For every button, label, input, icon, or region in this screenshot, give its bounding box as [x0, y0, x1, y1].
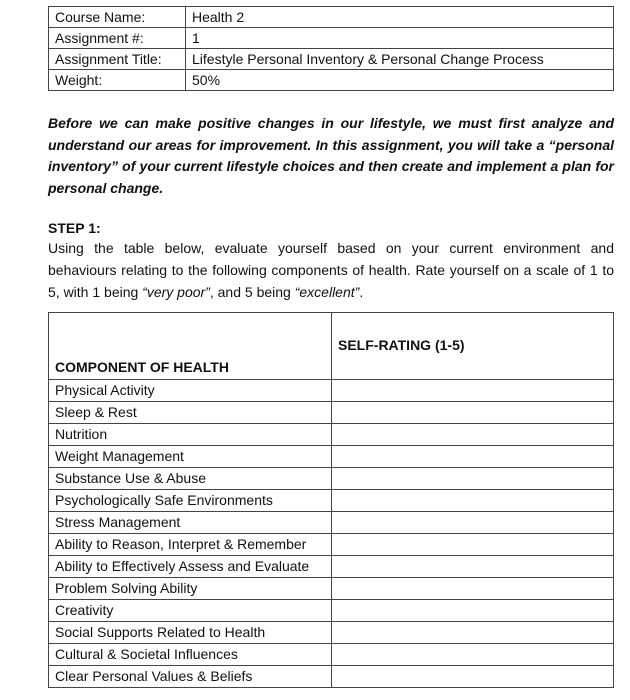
- component-cell: Problem Solving Ability: [49, 578, 332, 600]
- component-cell: Sleep & Rest: [49, 402, 332, 424]
- component-cell: Physical Activity: [49, 380, 332, 402]
- step-1-title: STEP 1:: [48, 220, 101, 236]
- component-cell: Ability to Effectively Assess and Evaluate: [49, 556, 332, 578]
- table-row: [49, 402, 614, 424]
- step-1-text-middle: , and 5 being: [209, 284, 295, 300]
- weight-label: Weight:: [49, 70, 186, 91]
- weight-value: 50%: [186, 70, 614, 91]
- table-row: [49, 556, 614, 578]
- table-row: [49, 622, 614, 644]
- self-rating-cell[interactable]: [332, 490, 614, 512]
- table-row: [49, 512, 614, 534]
- component-cell: Stress Management: [49, 512, 332, 534]
- component-cell: Weight Management: [49, 446, 332, 468]
- self-rating-cell[interactable]: [332, 402, 614, 424]
- rating-rows: [49, 380, 614, 688]
- table-row: [49, 424, 614, 446]
- self-rating-cell[interactable]: [332, 380, 614, 402]
- component-cell: Nutrition: [49, 424, 332, 446]
- self-rating-cell[interactable]: [332, 446, 614, 468]
- self-rating-cell[interactable]: [332, 468, 614, 490]
- self-rating-cell[interactable]: [332, 556, 614, 578]
- assignment-number-label: Assignment #:: [49, 28, 186, 49]
- assignment-title-value: Lifestyle Personal Inventory & Personal Change Process: [186, 49, 614, 70]
- self-rating-cell[interactable]: [332, 578, 614, 600]
- assignment-number-row: [49, 28, 614, 49]
- table-row: [49, 534, 614, 556]
- self-rating-table: [48, 312, 614, 688]
- table-row: [49, 666, 614, 688]
- course-name-value: Health 2: [186, 7, 614, 28]
- component-cell: Creativity: [49, 600, 332, 622]
- table-row: [49, 600, 614, 622]
- self-rating-cell[interactable]: [332, 512, 614, 534]
- excellent-term: “excellent”: [294, 284, 360, 300]
- component-cell: Clear Personal Values & Beliefs: [49, 666, 332, 688]
- intro-paragraph: Before we can make positive changes in our lifestyle, we must first analyze and understand our areas for improvement. In this assignment, you will take a “personal inventory” of your current lifestyle choices and then create and implement a plan for personal change.: [48, 115, 614, 196]
- self-rating-cell[interactable]: [332, 424, 614, 446]
- component-cell: Cultural & Societal Influences: [49, 644, 332, 666]
- table-row: [49, 644, 614, 666]
- table-row: [49, 380, 614, 402]
- self-rating-cell[interactable]: [332, 622, 614, 644]
- step-1-text-after: .: [359, 284, 364, 300]
- component-cell: Ability to Reason, Interpret & Remember: [49, 534, 332, 556]
- course-name-row: [49, 7, 614, 28]
- table-row: [49, 490, 614, 512]
- self-rating-cell[interactable]: [332, 600, 614, 622]
- self-rating-cell[interactable]: [332, 644, 614, 666]
- component-cell: Social Supports Related to Health: [49, 622, 332, 644]
- very-poor-term: “very poor”: [142, 284, 210, 300]
- table-row: [49, 578, 614, 600]
- assignment-title-label: Assignment Title:: [49, 49, 186, 70]
- course-name-label: Course Name:: [49, 7, 186, 28]
- step-1-text-before: Using the table below, evaluate yourself based on your current environment and behaviours relating to the following components of health. Rate yourself on a scale of 1 to 5, with 1 being: [48, 240, 614, 300]
- component-cell: Psychologically Safe Environments: [49, 490, 332, 512]
- assignment-title-row: [49, 49, 614, 70]
- table-row: [49, 446, 614, 468]
- rating-table-header: [49, 313, 614, 380]
- step-1-instructions: [48, 237, 614, 303]
- table-row: [49, 468, 614, 490]
- header-component-of-health: COMPONENT OF HEALTH: [49, 313, 332, 380]
- weight-row: [49, 70, 614, 91]
- component-cell: Substance Use & Abuse: [49, 468, 332, 490]
- course-info-table: [48, 6, 614, 91]
- assignment-number-value: 1: [186, 28, 614, 49]
- self-rating-cell[interactable]: [332, 534, 614, 556]
- self-rating-cell[interactable]: [332, 666, 614, 688]
- header-self-rating: SELF-RATING (1-5): [332, 313, 614, 380]
